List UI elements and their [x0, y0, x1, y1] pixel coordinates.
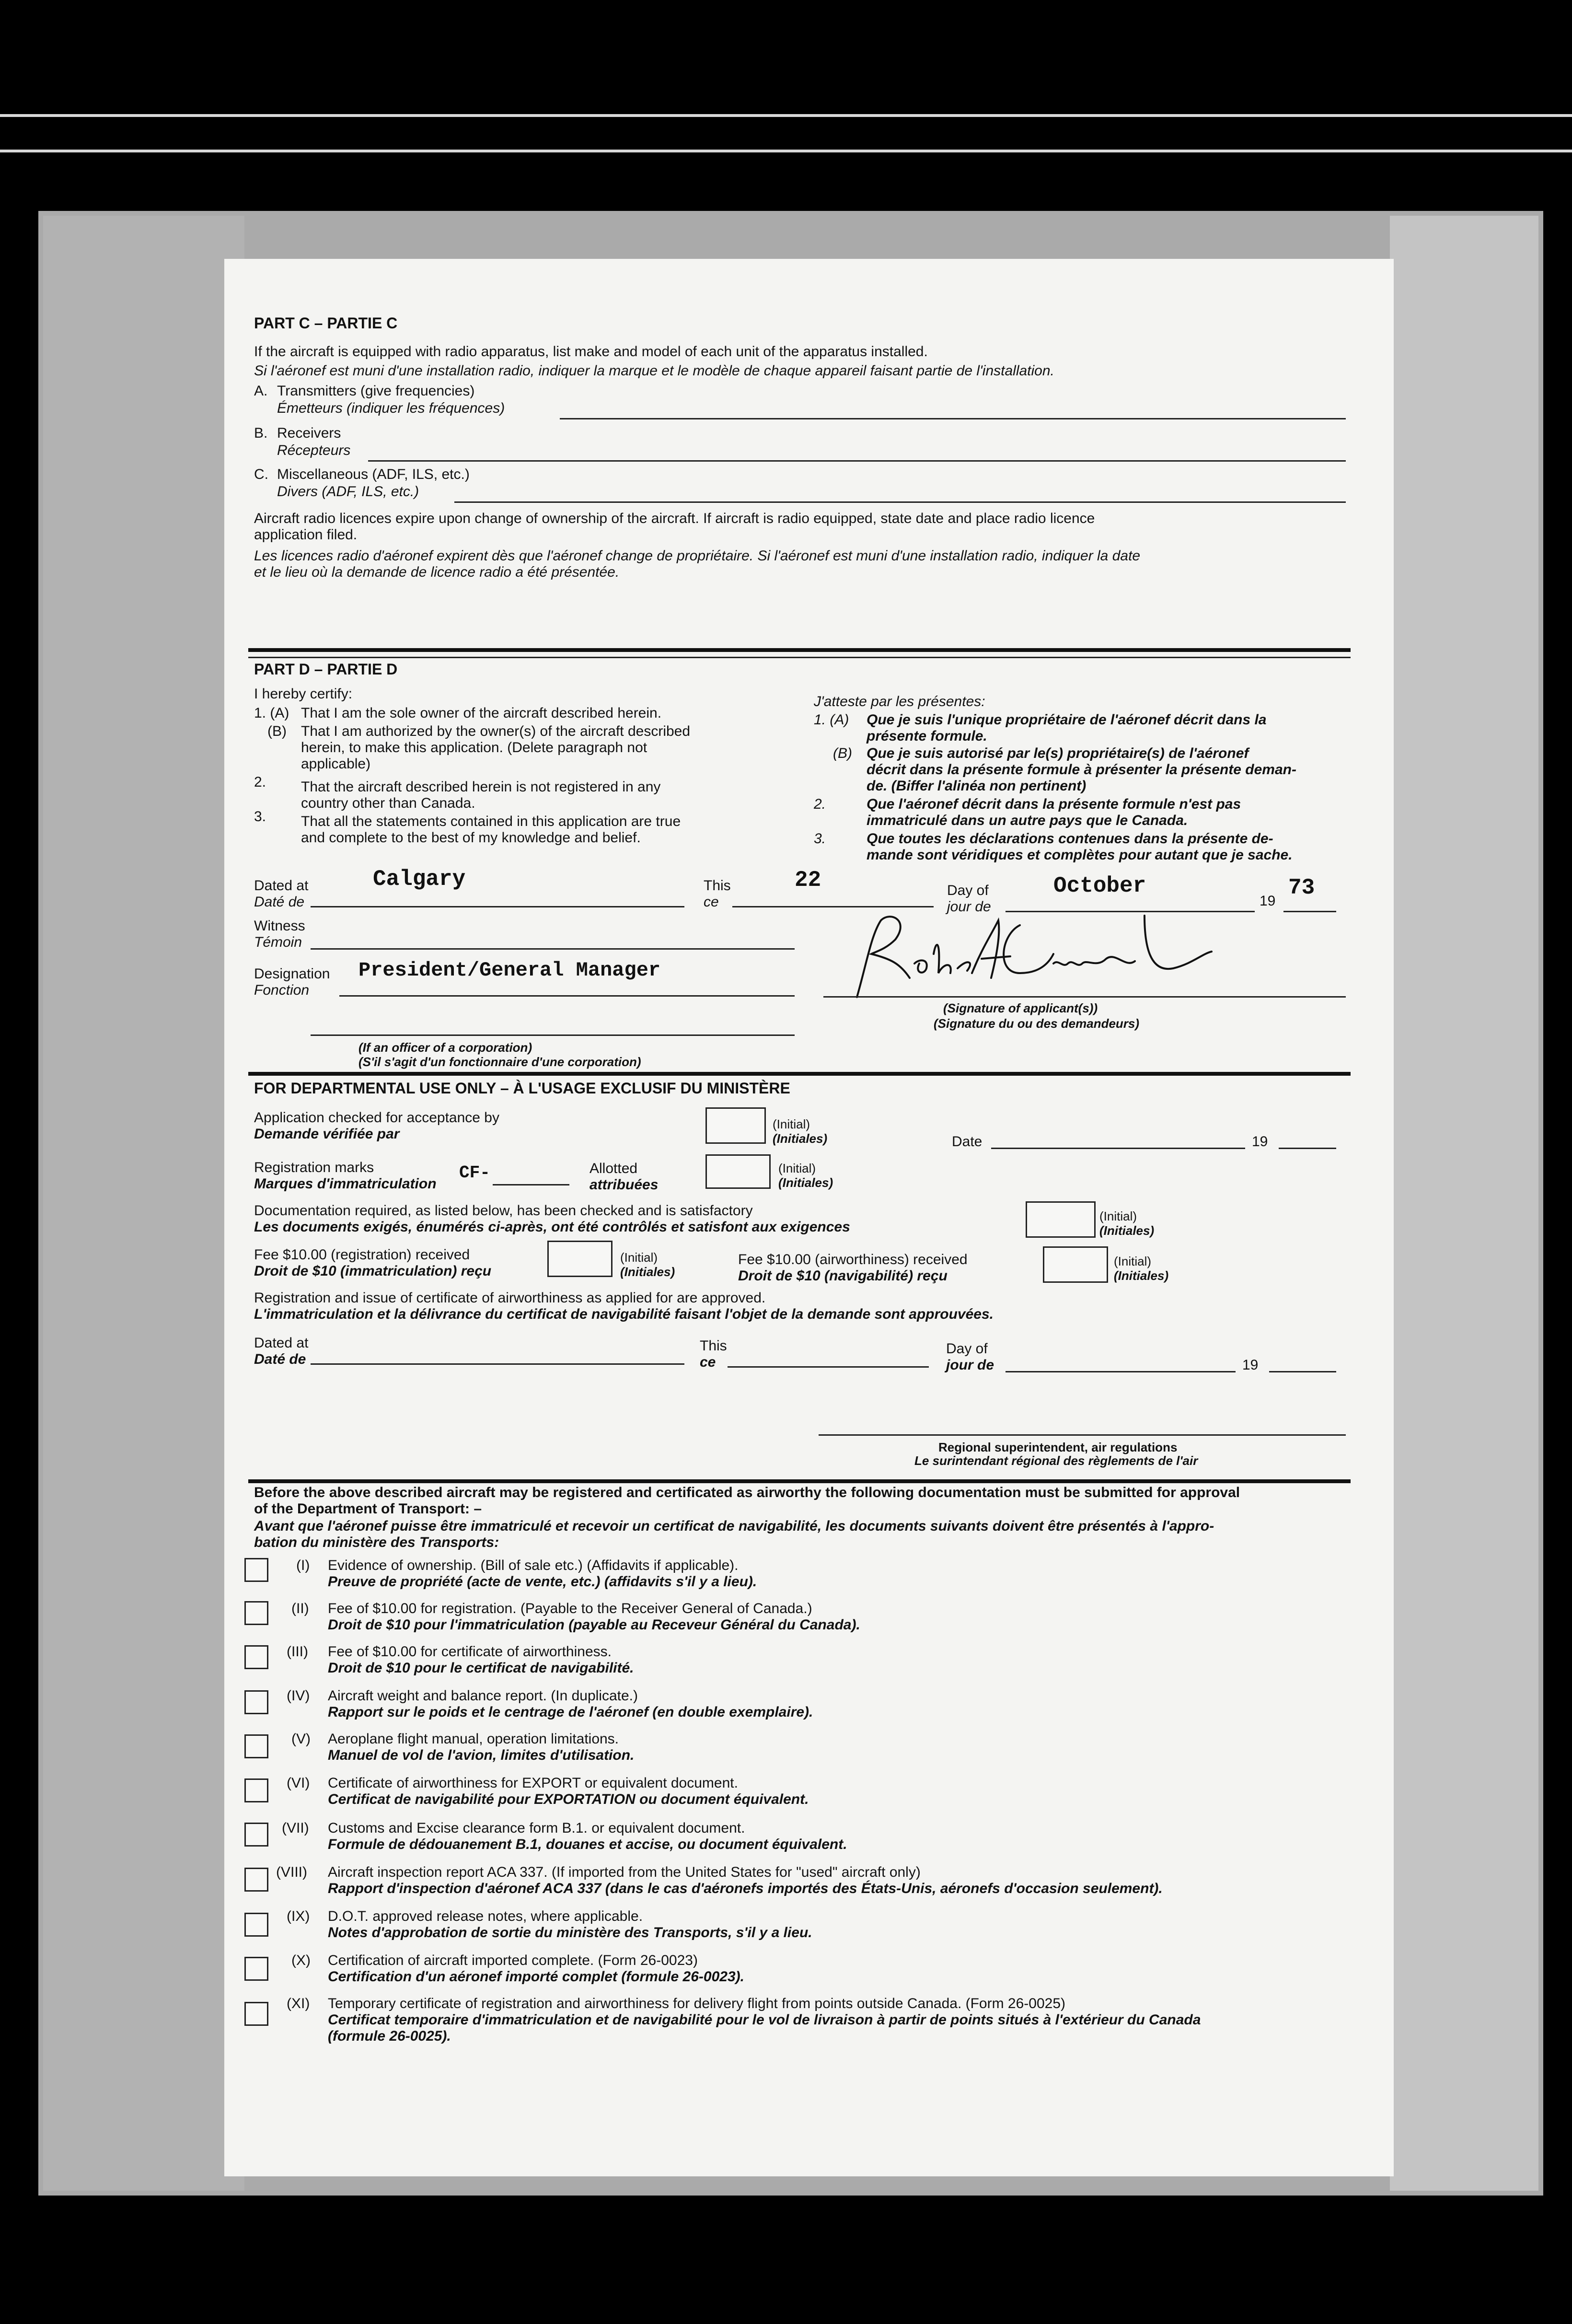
item-2-fr-1: Que l'aéronef décrit dans la présente formule n'est pas: [867, 796, 1241, 812]
item-1b-fr-3: de. (Biffer l'alinéa non pertinent): [867, 778, 1087, 794]
dept-this-field[interactable]: [728, 1366, 929, 1368]
dept-year-prefix-2: 19: [1242, 1357, 1259, 1373]
item-iv-en: Aircraft weight and balance report. (In duplicate.): [328, 1688, 638, 1704]
item-a-letter: A.: [254, 383, 268, 399]
signature-caption-fr: (Signature du ou des demandeurs): [934, 1016, 1140, 1031]
item-xi-fr-2: (formule 26-0025).: [328, 2028, 451, 2044]
checklist-intro-en-1: Before the above described aircraft may be registered and certificated as airworthy the following documentation must be submitted for approval: [254, 1485, 1240, 1500]
item-ii-en: Fee of $10.00 for registration. (Payable to the Receiver General of Canada.): [328, 1601, 812, 1616]
fee-reg-label-fr: Droit de $10 (immatriculation) reçu: [254, 1263, 492, 1279]
allotted-initial-box[interactable]: [705, 1154, 771, 1189]
item-v-fr: Manuel de vol de l'avion, limites d'utilisation.: [328, 1747, 635, 1763]
transmitters-label: Transmitters (give frequencies): [277, 383, 475, 399]
item-vii-num: (VII): [282, 1820, 309, 1836]
item-2-en-1: That the aircraft described herein is not registered in any: [301, 779, 661, 795]
item-i-en: Evidence of ownership. (Bill of sale etc.) (Affidavits if applicable).: [328, 1557, 739, 1573]
cf-prefix: CF-: [459, 1163, 490, 1183]
miscellaneous-label: Miscellaneous (ADF, ILS, etc.): [277, 466, 470, 482]
item-vi-checkbox[interactable]: [244, 1778, 268, 1802]
item-xi-fr: Certificat temporaire d'immatriculation et de navigabilité pour le vol de livraison à partir de points situés à l'extérieur du Canada: [328, 2012, 1201, 2028]
certify-fr: J'atteste par les présentes:: [814, 694, 985, 709]
fee-air-label: Fee $10.00 (airworthiness) received: [738, 1252, 968, 1267]
doc-checked-fr: Les documents exigés, énumérés ci-après, ont été contrôlés et satisfont aux exigences: [254, 1219, 850, 1235]
allotted-initial-label-fr: (Initiales): [778, 1175, 833, 1190]
item-iii-checkbox[interactable]: [244, 1645, 268, 1669]
fee-reg-label: Fee $10.00 (registration) received: [254, 1247, 470, 1263]
item-vii-fr: Formule de dédouanement B.1, douanes et accise, ou document équivalent.: [328, 1836, 847, 1852]
item-1a-fr-num: 1. (A): [814, 712, 849, 728]
dept-heading: FOR DEPARTMENTAL USE ONLY – À L'USAGE EXCLUSIF DU MINISTÈRE: [254, 1080, 790, 1097]
item-3-fr-2: mande sont véridiques et complètes pour autant que je sache.: [867, 847, 1293, 863]
dept-dated-at-label-fr: Daté de: [254, 1351, 306, 1367]
underlying-page-right: [1390, 216, 1538, 2191]
allotted-initial-label: (Initial): [778, 1161, 816, 1175]
item-1b-en-3: applicable): [301, 756, 371, 772]
day-of-label-fr: jour de: [947, 899, 991, 915]
item-x-num: (X): [291, 1952, 311, 1968]
reg-marks-field[interactable]: [493, 1184, 569, 1185]
part-d-top-rule: [248, 648, 1351, 652]
fee-air-label-fr: Droit de $10 (navigabilité) reçu: [738, 1268, 948, 1284]
receivers-label: Receivers: [277, 425, 341, 441]
certify-en: I hereby certify:: [254, 686, 353, 702]
item-ii-num: (II): [291, 1601, 309, 1616]
dated-at-value: Calgary: [373, 867, 466, 892]
designation-label-fr: Fonction: [254, 982, 310, 998]
dept-day-of-label-fr: jour de: [946, 1357, 994, 1373]
receivers-field[interactable]: [368, 460, 1346, 462]
fee-air-initial-box[interactable]: [1043, 1246, 1108, 1283]
item-i-checkbox[interactable]: [244, 1558, 268, 1582]
item-1a-en: That I am the sole owner of the aircraft described herein.: [301, 705, 662, 721]
item-vi-num: (VI): [287, 1775, 310, 1791]
superintendent-en: Regional superintendent, air regulations: [938, 1440, 1178, 1454]
item-x-checkbox[interactable]: [244, 1957, 268, 1981]
item-viii-checkbox[interactable]: [244, 1868, 268, 1892]
day-of-label: Day of: [947, 883, 989, 898]
signature-line[interactable]: [823, 996, 1346, 998]
item-3-en-2: and complete to the best of my knowledge and belief.: [301, 830, 641, 846]
doc-checked-en: Documentation required, as listed below, has been checked and is satisfactory: [254, 1203, 753, 1219]
miscellaneous-field[interactable]: [454, 501, 1346, 503]
checklist-intro-en-2: of the Department of Transport: –: [254, 1501, 482, 1517]
item-xi-num: (XI): [287, 1996, 310, 2011]
year-field[interactable]: [1283, 911, 1336, 912]
dept-year-field[interactable]: [1279, 1148, 1336, 1149]
this-day-value: 22: [795, 868, 821, 893]
officer-line[interactable]: [311, 1034, 795, 1036]
officer-note-en: (If an officer of a corporation): [358, 1040, 532, 1055]
item-ii-checkbox[interactable]: [244, 1601, 268, 1625]
reg-marks-label-fr: Marques d'immatriculation: [254, 1176, 437, 1192]
dept-year-prefix: 19: [1252, 1134, 1268, 1150]
item-1a-num: 1. (A): [254, 705, 289, 721]
item-ix-checkbox[interactable]: [244, 1913, 268, 1937]
fee-air-initial-label: (Initial): [1114, 1254, 1152, 1268]
item-viii-num: (VIII): [276, 1864, 307, 1880]
part-d-heading: PART D – PARTIE D: [254, 661, 398, 678]
item-vii-en: Customs and Excise clearance form B.1. or equivalent document.: [328, 1820, 745, 1836]
item-1b-en-1: That I am authorized by the owner(s) of the aircraft described: [301, 723, 691, 739]
licence-note-en-1: Aircraft radio licences expire upon change of ownership of the aircraft. If aircraft is radio equipped, state date and place radio licence: [254, 511, 1095, 526]
item-1b-fr-1: Que je suis autorisé par le(s) propriétaire(s) de l'aéronef: [867, 745, 1249, 761]
this-label: This: [704, 878, 731, 894]
fee-reg-initial-label: (Initial): [620, 1250, 658, 1265]
item-iii-en: Fee of $10.00 for certificate of airworthiness.: [328, 1644, 612, 1660]
officer-note-fr: (S'il s'agit d'un fonctionnaire d'une corporation): [358, 1055, 641, 1069]
approved-en: Registration and issue of certificate of airworthiness as applied for are approved.: [254, 1290, 766, 1306]
licence-note-fr-2: et le lieu où la demande de licence radio a été présentée.: [254, 564, 620, 580]
transmitters-label-fr: Émetteurs (indiquer les fréquences): [277, 400, 505, 416]
dept-this-label: This: [700, 1338, 727, 1354]
dept-day-of-label: Day of: [946, 1341, 988, 1357]
licence-note-fr-1: Les licences radio d'aéronef expirent dès que l'aéronef change de propriétaire. Si l'aéronef est muni d'une installation radio, indiquer la date: [254, 548, 1141, 564]
witness-label: Witness: [254, 918, 305, 934]
item-2-num: 2.: [254, 774, 266, 790]
scan-top-rule-1: [0, 114, 1572, 117]
item-vii-checkbox[interactable]: [244, 1823, 268, 1847]
item-ii-fr: Droit de $10 pour l'immatriculation (payable au Receveur Général du Canada).: [328, 1617, 860, 1633]
checklist-intro-fr-1: Avant que l'aéronef puisse être immatriculé et recevoir un certificat de navigabilité, les documents suivants doivent être présentés à l'appro-: [254, 1518, 1214, 1534]
receivers-label-fr: Récepteurs: [277, 442, 351, 458]
doc-initial-box[interactable]: [1026, 1201, 1096, 1238]
underlying-page-left: [43, 216, 244, 2191]
dept-this-label-fr: ce: [700, 1354, 716, 1370]
item-1b-fr-2: décrit dans la présente formule à présenter la présente deman-: [867, 762, 1296, 778]
checked-label-fr: Demande vérifiée par: [254, 1126, 400, 1142]
designation-label: Designation: [254, 966, 330, 982]
dated-at-label: Dated at: [254, 878, 309, 894]
checked-initial-box[interactable]: [705, 1107, 766, 1144]
witness-field[interactable]: [311, 948, 795, 950]
approved-fr: L'immatriculation et la délivrance du certificat de navigabilité faisant l'objet de la demande sont approuvées.: [254, 1306, 994, 1322]
item-i-fr: Preuve de propriété (acte de vente, etc.) (affidavits s'il y a lieu).: [328, 1574, 757, 1590]
checklist-intro-fr-2: bation du ministère des Transports:: [254, 1534, 499, 1550]
item-1b-en-2: herein, to make this application. (Delete paragraph not: [301, 740, 647, 755]
item-3-en-1: That all the statements contained in this application are true: [301, 813, 681, 829]
dept-month-field[interactable]: [1006, 1371, 1236, 1372]
item-x-en: Certification of aircraft imported complete. (Form 26-0023): [328, 1952, 698, 1968]
item-viii-en: Aircraft inspection report ACA 337. (If imported from the United States for "used" aircraft only): [328, 1864, 921, 1880]
item-b-letter: B.: [254, 425, 268, 441]
signature-caption-en: (Signature of applicant(s)): [943, 1001, 1098, 1015]
item-vi-fr: Certificat de navigabilité pour EXPORTATION ou document équivalent.: [328, 1791, 809, 1807]
checked-initial-label: (Initial): [773, 1117, 810, 1131]
dept-date-label: Date: [952, 1134, 982, 1150]
fee-reg-initial-label-fr: (Initiales): [620, 1265, 675, 1279]
fee-air-initial-label-fr: (Initiales): [1114, 1268, 1169, 1283]
doc-initial-label-fr: (Initiales): [1099, 1223, 1155, 1238]
designation-value: President/General Manager: [358, 959, 661, 982]
item-v-num: (V): [291, 1731, 311, 1747]
item-v-en: Aeroplane flight manual, operation limitations.: [328, 1731, 619, 1747]
dated-at-label-fr: Daté de: [254, 894, 305, 910]
fee-reg-initial-box[interactable]: [547, 1241, 613, 1277]
item-iv-checkbox[interactable]: [244, 1690, 268, 1714]
item-iv-fr: Rapport sur le poids et le centrage de l'aéronef (en double exemplaire).: [328, 1704, 813, 1720]
transmitters-field[interactable]: [560, 418, 1346, 419]
item-vi-en: Certificate of airworthiness for EXPORT or equivalent document.: [328, 1775, 738, 1791]
item-ix-en: D.O.T. approved release notes, where applicable.: [328, 1908, 643, 1924]
witness-label-fr: Témoin: [254, 934, 302, 950]
item-3-fr-1: Que toutes les déclarations contenues dans la présente de-: [867, 831, 1273, 847]
dated-at-field[interactable]: [311, 906, 684, 907]
item-ix-fr: Notes d'approbation de sortie du ministère des Transports, s'il y a lieu.: [328, 1925, 812, 1941]
item-1a-fr-1: Que je suis l'unique propriétaire de l'aéronef décrit dans la: [867, 712, 1267, 728]
licence-note-en-2: application filed.: [254, 527, 358, 543]
doc-initial-label: (Initial): [1099, 1209, 1137, 1223]
part-d-top-rule-thin: [248, 657, 1351, 658]
item-ix-num: (IX): [287, 1908, 310, 1924]
dept-date-field[interactable]: [991, 1148, 1245, 1149]
checked-label: Application checked for acceptance by: [254, 1110, 499, 1126]
part-c-heading: PART C – PARTIE C: [254, 314, 398, 332]
part-c-intro-en: If the aircraft is equipped with radio apparatus, list make and model of each unit of the apparatus installed.: [254, 344, 928, 360]
item-1b-num: (B): [267, 723, 287, 739]
item-1a-fr-2: présente formule.: [867, 728, 987, 744]
checklist-top-rule: [248, 1479, 1351, 1483]
allotted-label: Allotted: [590, 1161, 638, 1176]
item-iv-num: (IV): [287, 1688, 310, 1704]
dept-dated-at-field[interactable]: [311, 1363, 684, 1365]
year-prefix: 19: [1260, 893, 1276, 909]
superintendent-line[interactable]: [819, 1434, 1346, 1436]
reg-marks-label: Registration marks: [254, 1160, 374, 1175]
dept-year-field-2[interactable]: [1269, 1371, 1336, 1372]
form-page: [224, 259, 1394, 2176]
item-iii-fr: Droit de $10 pour le certificat de navigabilité.: [328, 1660, 634, 1676]
item-xi-checkbox[interactable]: [244, 2002, 268, 2026]
item-3-num: 3.: [254, 809, 266, 825]
item-viii-fr: Rapport d'inspection d'aéronef ACA 337 (dans le cas d'aéronefs importés des États-Unis, aéronefs d'occasion seulement).: [328, 1881, 1163, 1896]
allotted-label-fr: attribuées: [590, 1177, 659, 1193]
dept-top-rule: [248, 1072, 1351, 1076]
signature-drawing: [838, 906, 1231, 1007]
dept-dated-at-label: Dated at: [254, 1335, 309, 1351]
miscellaneous-label-fr: Divers (ADF, ILS, etc.): [277, 484, 419, 500]
year-value: 73: [1288, 875, 1315, 900]
part-c-intro-fr: Si l'aéronef est muni d'une installation radio, indiquer la marque et le modèle de chaque appareil faisant partie de l'installation.: [254, 363, 1054, 379]
item-x-fr: Certification d'un aéronef importé complet (formule 26-0023).: [328, 1969, 744, 1985]
item-i-num: (I): [296, 1557, 310, 1573]
item-2-en-2: country other than Canada.: [301, 795, 475, 811]
month-value: October: [1053, 873, 1146, 898]
item-c-letter: C.: [254, 466, 268, 482]
item-1b-fr-num: (B): [833, 745, 852, 761]
item-iii-num: (III): [287, 1644, 308, 1660]
superintendent-fr: Le surintendant régional des règlements de l'air: [914, 1453, 1198, 1468]
this-label-fr: ce: [704, 894, 719, 910]
scan-top-rule-2: [0, 150, 1572, 152]
item-v-checkbox[interactable]: [244, 1734, 268, 1758]
item-3-fr-num: 3.: [814, 831, 826, 847]
item-2-fr-2: immatriculé dans un autre pays que le Canada.: [867, 813, 1188, 828]
checked-initial-label-fr: (Initiales): [773, 1131, 828, 1146]
item-xi-en: Temporary certificate of registration and airworthiness for delivery flight from points outside Canada. (Form 26-0025): [328, 1996, 1066, 2011]
item-2-fr-num: 2.: [814, 796, 826, 812]
designation-field[interactable]: [339, 995, 795, 997]
